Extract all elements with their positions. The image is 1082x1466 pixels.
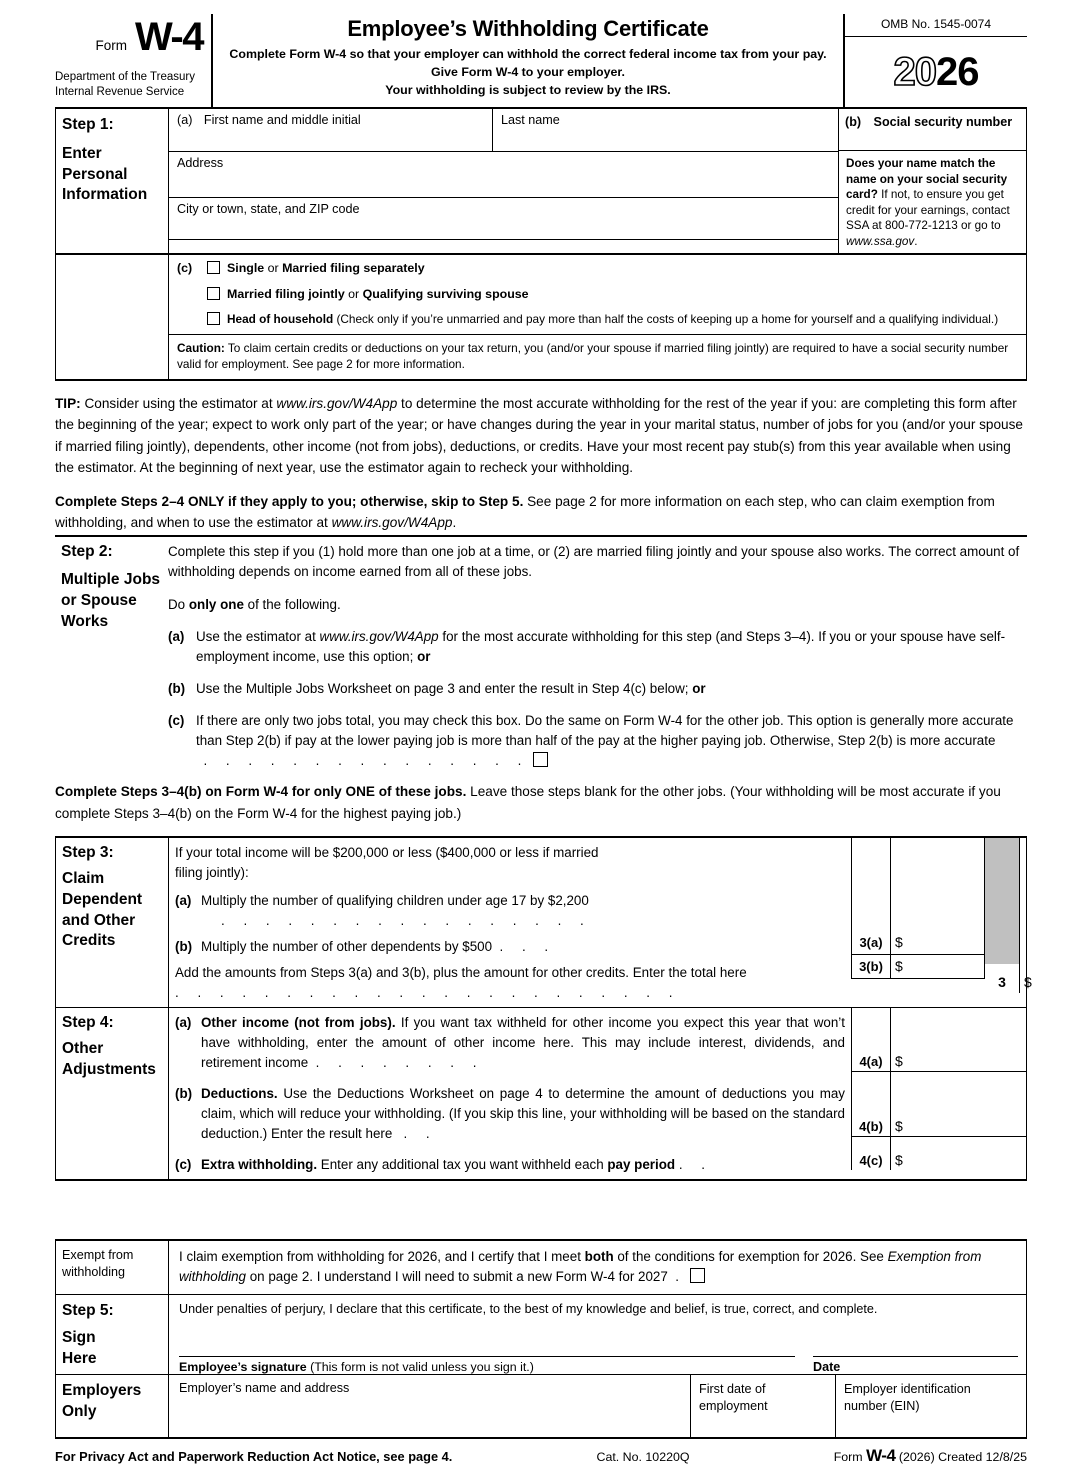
line-3b-tag: 3(b) <box>851 955 891 979</box>
step4-body <box>169 1008 851 1180</box>
filing-option-single[interactable] <box>177 260 1018 277</box>
catalog-number: Cat. No. 10220Q <box>596 1450 690 1465</box>
exempt-dots: . <box>675 1269 687 1285</box>
complete-steps-end: . <box>452 515 457 531</box>
step1-heading: Step 1: <box>62 116 114 133</box>
step4-line-a <box>175 1013 845 1073</box>
step4-label-column <box>56 1008 169 1180</box>
caution-text: To claim certain credits or deductions on your tax return, you (and/or your spouse if married filing jointly) are required to have a social security number valid for employment. See page 2 for more information. <box>177 340 1009 372</box>
lower-block <box>55 1239 1027 1439</box>
step3-value-gutter-top <box>891 838 985 931</box>
step4-heading: Step 4: <box>62 1013 114 1031</box>
step1-sub-line-3: Information <box>62 186 148 204</box>
step3-a-dots: . . . . . . . . . . . . . . . . . <box>221 913 592 929</box>
step5-label-column <box>56 1295 169 1375</box>
complete-steps-34-note <box>55 777 1027 835</box>
form-identifier <box>55 14 203 59</box>
filing-tag: (c) <box>177 261 193 276</box>
caution-note <box>169 335 1026 380</box>
date-label: Date <box>813 1360 841 1375</box>
filing-option-2-bold1: Head of household <box>227 312 334 327</box>
step3-body <box>169 838 851 1007</box>
ssn-field[interactable] <box>839 109 1026 151</box>
step2-option-a <box>168 627 1027 667</box>
checkbox-step2c-icon[interactable] <box>533 752 548 767</box>
step4-b-dots: . . <box>403 1126 438 1142</box>
step1-ssn-column <box>838 109 1026 253</box>
form-word-label: Form <box>95 38 127 53</box>
step2-sub-line-2: or Spouse <box>61 592 137 610</box>
step3-tag-gutter-top <box>851 838 891 931</box>
filing-option-0-bold2: Married filing separately <box>282 261 425 276</box>
employer-name-address-label: Employer’s name and address <box>179 1381 350 1396</box>
signature-label: Employee’s signature <box>179 1360 307 1375</box>
checkbox-head-of-household-icon[interactable] <box>207 312 220 325</box>
privacy-act-notice: For Privacy Act and Paperwork Reduction Act Notice, see page 4. <box>55 1449 453 1465</box>
step4-c-text-wrap <box>201 1155 845 1175</box>
form-footer <box>55 1439 1027 1466</box>
line-3-tag: 3 <box>998 973 1006 990</box>
city-label: City or town, state, and ZIP code <box>177 202 360 216</box>
exempt-label-line-1: Exempt from <box>62 1248 134 1263</box>
line-4b-dollar: $ <box>895 1117 903 1134</box>
step2-body <box>168 542 1027 777</box>
exempt-text-3: on page 2. I understand I will need to submit a new Form W-4 for 2027 <box>246 1269 668 1285</box>
line-3-field[interactable] <box>1020 964 1032 993</box>
employers-row <box>56 1375 1026 1437</box>
step4-line-b <box>175 1084 845 1144</box>
step1-sub-line-2: Personal <box>62 165 128 183</box>
step4-sub-line-1: Other <box>62 1040 104 1058</box>
line-4a-row <box>851 1008 1026 1072</box>
filing-status-wrapper <box>55 253 1027 381</box>
step3-shaded-block <box>985 838 1019 964</box>
step4-section <box>55 1007 1027 1182</box>
step2-a-or: or <box>417 648 431 664</box>
filing-option-0-mid: or <box>264 261 283 276</box>
complete-steps-rest: See page 2 for more information on each step, who can claim exemption from withholding, and when to use the estimator at <box>55 493 995 531</box>
step4-b-bold: Deductions. <box>201 1085 278 1101</box>
complete34-bold: Complete Steps 3–4(b) on Form W-4 for only ONE of these jobs. <box>55 784 467 800</box>
step5-row <box>56 1295 1026 1376</box>
lower-gap <box>55 1181 1027 1239</box>
step4-c-bold: Extra withholding. <box>201 1157 318 1173</box>
first-name-tag: (a) <box>177 113 193 127</box>
ssn-note-question: Does your name match the name on your social security card? <box>846 157 1008 202</box>
exempt-row <box>56 1241 1026 1294</box>
exempt-bold-both: both <box>584 1249 614 1265</box>
line-4a-field[interactable] <box>891 1008 1026 1071</box>
filing-option-1-bold1: Married filing jointly <box>227 286 345 301</box>
signature-hint: (This form is not valid unless you sign it.) <box>306 1360 534 1375</box>
page-title: Employee’s Withholding Certificate <box>347 16 709 41</box>
first-name-label: First name and middle initial <box>203 113 361 127</box>
first-date-line-2: employment <box>699 1399 768 1414</box>
step2-b-tag: (b) <box>168 680 186 696</box>
last-name-label: Last name <box>501 113 560 127</box>
line-3a-dollar: $ <box>895 934 903 951</box>
step3-b-tag: (b) <box>175 939 193 955</box>
ssn-tag: (b) <box>845 115 862 129</box>
step2-c-tag: (c) <box>168 712 185 728</box>
step2-do-only-one <box>168 595 1027 615</box>
filing-option-0-bold1: Single <box>227 261 265 276</box>
step4-b-text-wrap <box>201 1084 845 1144</box>
step2-b-text <box>196 679 1027 699</box>
step4-b-tag: (b) <box>175 1085 193 1101</box>
exempt-label <box>56 1241 169 1293</box>
step3-a-tag: (a) <box>175 893 192 909</box>
omb-number: OMB No. 1545-0074 <box>845 14 1027 37</box>
footer-form-year: (2026) Created 12/8/25 <box>898 1450 1027 1465</box>
estimator-url-2: www.irs.gov/W4App <box>331 515 453 531</box>
perjury-statement: Under penalties of perjury, I declare that this certificate, to the best of my knowledge and belief, is true, correct, and complete. <box>179 1301 878 1316</box>
header-right-block <box>845 14 1027 107</box>
filing-option-1-bold2: Qualifying surviving spouse <box>362 286 529 301</box>
step3-b-dots: . . . <box>499 939 556 955</box>
exempt-italic-ref: Exemption from withholding <box>179 1249 982 1285</box>
first-date-employment-field[interactable] <box>691 1375 836 1437</box>
checkbox-exempt-icon[interactable] <box>690 1268 705 1283</box>
step2-intro: Complete this step if you (1) hold more than one job at a time, or (2) are married filing jointly and your spouse also works. The correct amount of withholding depends on income earned from all of these jobs. <box>168 544 1020 580</box>
tax-year-suffix: 26 <box>936 49 979 94</box>
form-header <box>55 0 1027 107</box>
checkbox-single-icon[interactable] <box>207 261 220 274</box>
do-only-bold: only one <box>188 596 244 612</box>
step1-section <box>55 107 1027 255</box>
ssa-website-link: www.ssa.gov <box>846 234 915 248</box>
step3-total-text: Add the amounts from Steps 3(a) and 3(b), plus the amount for other credits. Enter the total here <box>175 964 747 980</box>
subtitle-line-2: Give Form W-4 to your employer. <box>431 64 625 79</box>
tax-year-prefix: 20 <box>893 49 936 94</box>
line-4c-dollar: $ <box>895 1151 903 1168</box>
line-3a-tag: 3(a) <box>851 931 891 955</box>
footer-form-id <box>834 1446 1027 1466</box>
step2-a-text <box>196 627 1027 667</box>
line-4c-field[interactable] <box>891 1137 1026 1170</box>
step2-option-b <box>168 679 1027 699</box>
form-number-label: W-4 <box>134 15 203 59</box>
line-4b-field[interactable] <box>891 1072 1026 1136</box>
filing-option-married-jointly[interactable] <box>177 286 1018 303</box>
step3-sub-line-3: and Other <box>62 911 136 929</box>
caution-label: Caution: <box>177 340 225 355</box>
step3-total-dots: . . . . . . . . . . . . . . . . . . . . . . . <box>175 984 680 1000</box>
employer-name-address-field[interactable] <box>169 1375 691 1437</box>
step4-a-bold: Other income (not from jobs). <box>201 1014 396 1030</box>
line-4b-tag: 4(b) <box>851 1072 891 1136</box>
step2-a-text-1: Use the estimator at <box>196 628 320 644</box>
tip-block <box>55 381 1027 533</box>
filing-status-spacer <box>56 253 169 379</box>
step3-line-a <box>175 891 845 931</box>
step3-amount-column <box>851 838 1032 1007</box>
ein-line-2: number (EIN) <box>844 1399 920 1414</box>
step3-intro: If your total income will be $200,000 or less ($400,000 or less if married filing jointly): <box>175 844 599 880</box>
step5-sub-line-1: Sign <box>62 1329 96 1347</box>
step3-total-line <box>175 963 845 1003</box>
tip-part2: to determine the most accurate withholding for the rest of the year if you: are completing this form after the beginning of the year; expect to work only part of the year; or have changes during the year in your marital status, number of jobs for you (and/or your spouse if married filing jointly), dependents, other income (not from jobs), deductions, or credits. Have your most recent pay stub(s) from this year available when using the estimator. At the beginning of next year, use the estimator again to recheck your withholding. <box>55 396 1023 475</box>
do-only-pre: Do <box>168 596 189 612</box>
step4-c-tag: (c) <box>175 1157 192 1173</box>
line-4a-tag: 4(a) <box>851 1008 891 1071</box>
step2-section <box>55 535 1027 777</box>
step2-c-text <box>196 711 1027 771</box>
line-4c-tag: 4(c) <box>851 1137 891 1170</box>
step4-b-text: Use the Deductions Worksheet on page 4 to determine the amount of deductions you may claim, which will reduce your withholding. (If you skip this line, your withholding will be based on the standard deduction.) Enter the result here <box>201 1085 845 1142</box>
ssn-note-body: If not, to ensure you get credit for your earnings, contact SSA at 800-772-1213 or go to <box>846 188 1010 233</box>
ein-field[interactable] <box>836 1375 1026 1437</box>
footer-form-word: Form <box>833 1450 863 1465</box>
step4-c-text: Enter any additional tax you want withheld each <box>317 1157 608 1173</box>
ein-line-1: Employer identification <box>844 1382 971 1397</box>
exempt-label-line-2: withholding <box>62 1264 126 1279</box>
address-field[interactable] <box>169 152 838 198</box>
agency-block <box>55 70 203 100</box>
signature-field[interactable] <box>179 1356 795 1374</box>
step3-a-text-wrap <box>201 891 845 931</box>
step4-a-text-wrap <box>201 1013 845 1073</box>
step3-b-text-wrap <box>201 937 845 957</box>
subtitle-line-3: Your withholding is subject to review by the IRS. <box>385 82 671 97</box>
step2-sub-line-3: Works <box>61 613 109 631</box>
step5-heading: Step 5: <box>62 1301 114 1319</box>
ssn-note-period: . <box>914 234 918 248</box>
tip-paragraph <box>55 393 1027 478</box>
signature-lines <box>169 1356 1026 1374</box>
address-label: Address <box>177 156 224 170</box>
header-subtitle <box>223 46 833 100</box>
employers-label-column <box>56 1375 169 1437</box>
step4-a-dots: . . . . . . . . <box>315 1054 484 1070</box>
step3-sub-line-1: Claim <box>62 870 105 888</box>
first-name-field[interactable] <box>169 109 493 151</box>
step3-sub-line-4: Credits <box>62 932 116 950</box>
first-date-line-1: First date of <box>699 1382 766 1397</box>
step2-c-body: If there are only two jobs total, you may check this box. Do the same on Form W-4 for the other job. This option is generally more accurate than Step 2(b) if pay at the lower paying job is more than half of the pay at the higher paying job. Otherwise, Step 2(b) is more accurate <box>196 712 1014 749</box>
step2-heading: Step 2: <box>61 543 113 561</box>
step3-heading: Step 3: <box>62 843 114 861</box>
ssn-label: Social security number <box>873 115 1013 129</box>
header-left-block <box>55 14 211 107</box>
exempt-text-2: of the conditions for exemption for 2026. See <box>613 1249 888 1265</box>
ssn-name-match-note <box>839 151 1026 253</box>
exempt-text-1: I claim exemption from withholding for 2026, and I certify that I meet <box>179 1249 585 1265</box>
date-field[interactable] <box>813 1356 1018 1374</box>
filing-option-head-of-household[interactable] <box>177 311 1018 328</box>
estimator-url-1: www.irs.gov/W4App <box>276 396 398 412</box>
step2-b-or: or <box>692 680 706 696</box>
do-only-post: of the following. <box>243 596 341 612</box>
city-state-zip-field[interactable] <box>169 198 838 240</box>
step4-a-text: If you want tax withheld for other income you expect this year that won’t have withholding, enter the amount of other income here. This may include interest, dividends, and retirement income <box>201 1014 845 1070</box>
subtitle-line-1: Complete Form W-4 so that your employer can withhold the correct federal income tax from your pay. <box>229 47 827 61</box>
step2-option-c <box>168 711 1027 771</box>
line-3b-field[interactable] <box>891 955 985 979</box>
step4-a-tag: (a) <box>175 1014 192 1030</box>
tax-year <box>845 37 1027 107</box>
checkbox-married-jointly-icon[interactable] <box>207 287 220 300</box>
step3-line-b <box>175 937 845 957</box>
step2-sub-line-1: Multiple Jobs <box>61 571 161 589</box>
step5-sub-line-2: Here <box>62 1349 97 1367</box>
line-3-dollar: $ <box>1024 973 1032 990</box>
department-line-2: Internal Revenue Service <box>55 85 185 98</box>
step2-c-dots: . . . . . . . . . . . . . . . <box>203 753 529 769</box>
header-center-block <box>211 14 845 107</box>
step3-a-text: Multiply the number of qualifying children under age 17 by $2,200 <box>201 893 589 909</box>
tip-part1: Consider using the estimator at <box>80 396 277 412</box>
step1-fields-column <box>169 109 838 253</box>
line-4b-row <box>851 1072 1026 1137</box>
last-name-field[interactable] <box>493 109 838 151</box>
step3-section <box>55 836 1032 1007</box>
step4-c-bold-2: pay period <box>607 1157 676 1173</box>
line-4a-dollar: $ <box>895 1052 903 1069</box>
name-row <box>169 109 838 152</box>
step2-a-text-2: for the most accurate withholding for this step (and Steps 3–4). If you or your spouse have self-employment income, use this option; <box>196 628 1006 664</box>
step3-sub-line-2: Dependent <box>62 890 143 908</box>
footer-form-number: W-4 <box>866 1446 896 1466</box>
step3-label-column <box>56 838 169 1007</box>
filing-status-options <box>169 253 1026 334</box>
line-3a-field[interactable] <box>891 931 985 955</box>
complete-steps-paragraph <box>55 491 1027 533</box>
exempt-text <box>169 1241 1026 1293</box>
step1-label-column <box>56 109 169 253</box>
estimator-url-3: www.irs.gov/W4App <box>319 628 439 644</box>
employers-label-line-2: Only <box>62 1402 97 1420</box>
step5-body <box>169 1295 1026 1375</box>
complete-steps-bold: Complete Steps 2–4 ONLY if they apply to you; otherwise, skip to Step 5. <box>55 493 524 509</box>
line-3b-dollar: $ <box>895 958 903 975</box>
step2-label-column <box>55 542 168 777</box>
employers-label-line-1: Employers <box>62 1382 142 1400</box>
filing-status-column <box>169 253 1026 379</box>
tip-label: TIP: <box>55 396 81 412</box>
step2-b-body: Use the Multiple Jobs Worksheet on page 3 and enter the result in Step 4(c) below; <box>196 680 693 696</box>
step4-sub-line-2: Adjustments <box>62 1060 156 1078</box>
step3-b-text: Multiply the number of other dependents by $500 <box>201 939 493 955</box>
filing-option-1-mid: or <box>344 286 363 301</box>
department-line-1: Department of the Treasury <box>55 71 195 83</box>
step2-a-tag: (a) <box>168 628 185 644</box>
step4-line-c <box>175 1155 845 1175</box>
line-4c-row <box>851 1137 1026 1170</box>
step4-amount-column <box>851 1008 1026 1180</box>
step4-c-dots: . . <box>678 1157 713 1173</box>
complete34-rest: Leave those steps blank for the other jobs. (Your withholding will be most accurate if you complete Steps 3–4(b) on the Form W-4 for the highest paying job.) <box>55 784 1001 821</box>
step1-sub-line-1: Enter <box>62 144 102 162</box>
filing-option-2-tail: (Check only if you’re unmarried and pay more than half the costs of keeping up a home for yourself and a qualifying individual.) <box>333 312 999 327</box>
